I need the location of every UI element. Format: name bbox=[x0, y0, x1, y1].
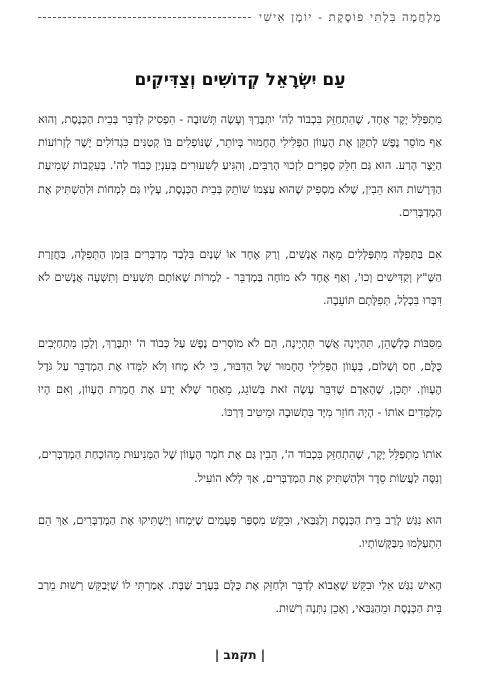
running-header bbox=[38, 10, 442, 24]
paragraph-6: הָאִישׁ נִגַּשׁ אֵלַי וּבִקֵּשׁ שֶׁאָבוֹא לְדַבֵּר וּלְחַזֵּק אֶת כֻּלָּם בְּעֶרֶב שַׁבָּת. אָמַרְתִּי לוֹ שֶׁיְּבַקֵּשׁ רְשׁוּת מֵרַב בֵּית הַכְּנֶסֶת וּמֵהַגַּבַּאי, וְאָכֵן נִתְּנָה רְשׁוּת. bbox=[38, 579, 442, 616]
paragraph-4: אוֹתוֹ מִתְפַּלֵּל יָקָר, שֶׁהִתְחַזֵּק בִּכְבוֹד ה', הֵבִין גַּם אֶת חֹמֶר הֶעָווֹן שֶׁל הַמְּנִיעוּת מֵהוֹכָחַת הַמְדַבְּרִים, וְנִסָּה לַעֲשׂוֹת סֵדֶר וּלְהַשְׁתִּיק אֶת הַמְדַבְּרִים, אַךְ לְלֹא הוֹעִיל. bbox=[38, 448, 442, 485]
paragraph-1: מִתְפַּלֵּל יָקָר אֶחָד, שֶׁהִתְחַזֵּק בִּכְבוֹד לַה' יִתְבָּרַךְ וְעָשָׂה תְּשׁוּבָה - הִפְסִיק לְדַבֵּר בְּבֵית הַכְּנֶסֶת, וְהוּא אַף מוֹסֵר נֶפֶשׁ לְתַקֵּן אֶת הֶעָווֹן הַפְּלִילִי הֶחָמוּר בְּיוֹתֵר, שֶׁנּוֹפְלִים בּוֹ קְטַנִּים כִּגְדוֹלִים יָשָׁר לְזְרוֹעוֹת הַיֵּצֶר הָרַע. הוּא גַּם חִלֵּק סְפָרִים לִזְכוּי הָרַבִּים, וְהִגִּיעַ לְשִׁעוּרִים בְּעִנְיַן כְּבוֹד לַה'. בְּעִקְבוֹת שְׁמִיעַת הַדְּרָשׁוֹת הוּא הֵבִין, שֶׁלֹּא מַסְפִּיק שֶׁהוּא עַצְמוֹ שׁוֹתֵק בְּבֵית הַכְּנֶסֶת, עָלָיו גַּם לִמְחוֹת וּלְהַשְׁתִּיק אֶת הַמְדַבְּרִים. bbox=[38, 113, 442, 219]
running-header-text: מַלְחֲמָה בִּלְתִּי פּוֹסֶקֶת - יוֹמָן אִישִׁי bbox=[258, 10, 442, 24]
page-number: | תקמב | bbox=[214, 648, 266, 662]
paragraph-5: הוּא נִגַּשׁ לָרַב בֵּית הַכְּנֶסֶת וְלַגַּבַּאי, וּבִקֵּשׁ מִסְפַּר פְּעָמִים שֶׁיִּמְחוּ וְיַשְׁתִּיקוּ אֶת הַמְדַבְּרִים, אַךְ הֵם הִתְעַלְּמוּ מִבַּקָּשׁוֹתָיו. bbox=[38, 513, 442, 551]
section-title: עַם יִשְׂרָאֵל קְדוֹשִׁים וְצַדִּיקִים bbox=[134, 70, 346, 90]
paragraph-3: מִסִּבּוֹת כָּלְשֶׁהֵן, תִּהְיֶינָה אֲשֶׁר תִּהְיֶינָה, הֵם לֹא מוֹסְרִים נֶפֶשׁ עַל כְּבוֹד ה' יִתְבָּרַךְ, וְלָכֵן מִתְחַיְּבִים כֻּלָּם, חַס וְשָׁלוֹם, בְּעָווֹן הַפְּלִילִי הֶחָמוּר שֶׁל הַדִּבּוּר, כִּי לֹא מָחוּ וְלֹא לִמְּדוּ אֶת הַמְדַבֵּר עַל גֹּדֶל הֶעָווֹן. יִתָּכֵן, שֶׁהָאָדָם שֶׁדִּבֵּר עָשָׂה זֹאת בְּשׁוֹגֵג, מֵאַחַר שֶׁלֹּא יָדַע אֶת חֻמְרַת הֶעָווֹן, וְאִם הָיוּ מְלַמְּדִים אוֹתוֹ - הָיָה חוֹזֵר מִיָּד בִּתְשׁוּבָה וּמֵיטִיב דַּרְכּוֹ. bbox=[38, 336, 442, 420]
body-text bbox=[38, 108, 442, 640]
paragraph-2: אִם בַּתְּפִלָּה מִתְפַּלְּלִים מֵאָה אֲנָשִׁים, וְרַק אֶחָד אוֹ שְׁנַיִם בִּלְבַד מְדַבְּרִים בִּזְמַן הַתְּפִלָּה, בַּחֲזָרַת הַשַּׁ"ץ וְקַדִּישִׁים וְכוּ', וְאַף אֶחָד לֹא מוֹחֶה בַּמְדַבֵּר - לַמְרוֹת שֶׁאוֹתָם תִּשְׁעִים וְתִשְׁעָה אֲנָשִׁים לֹא דִּבְּרוּ בִּכְלָל, תְּפִלָּתָם תּוֹעֵבָה. bbox=[38, 248, 442, 308]
header-dashed-rule bbox=[38, 17, 251, 18]
